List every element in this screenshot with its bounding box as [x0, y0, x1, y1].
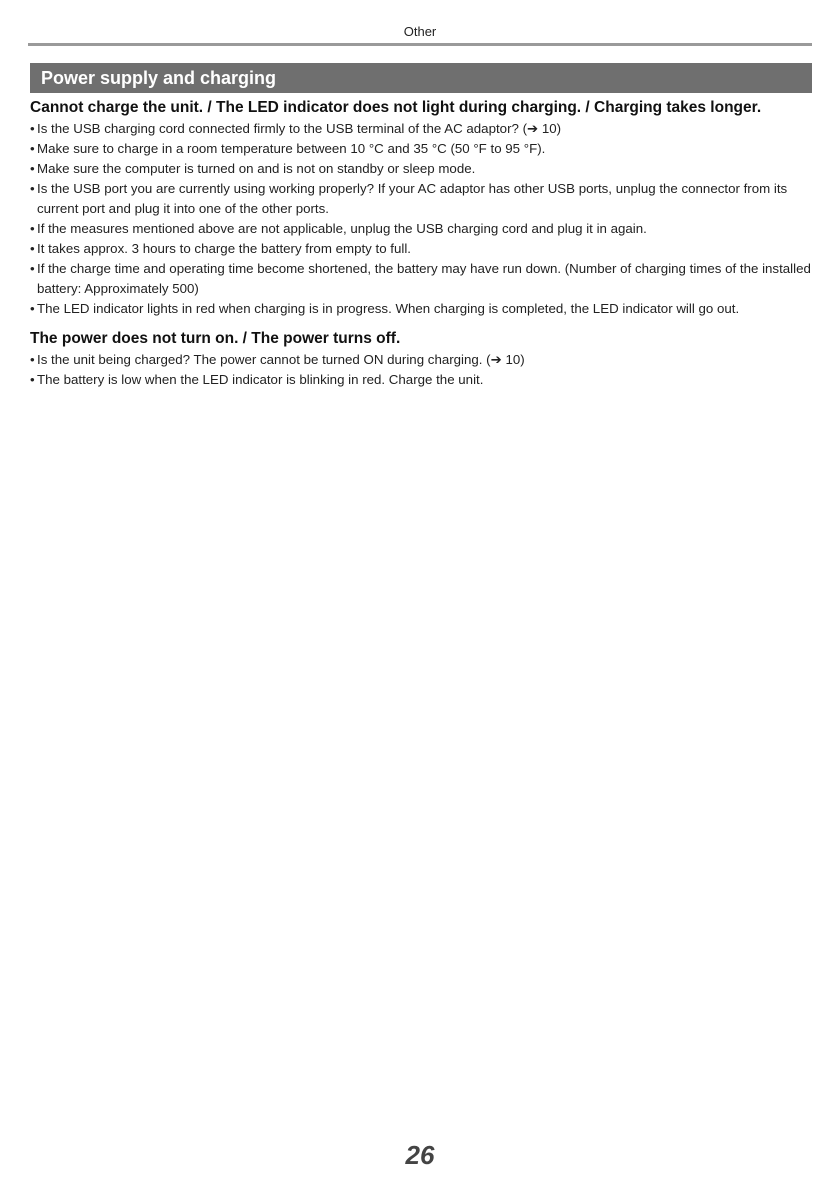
list-item: [30, 159, 812, 179]
bullet-icon: •: [30, 221, 35, 236]
bullet-icon: •: [30, 181, 35, 196]
page-section-label: Other: [403, 24, 437, 39]
bullet-icon: •: [30, 161, 35, 176]
bullet-icon: •: [30, 372, 35, 387]
bullet-icon: •: [30, 241, 35, 256]
list-item: [30, 119, 812, 139]
list-item: [30, 350, 812, 370]
list-item-text: If the measures mentioned above are not applicable, unplug the USB charging cord and plug it in again.: [37, 221, 647, 236]
header-divider: [28, 43, 812, 46]
list-item-text: Make sure to charge in a room temperature between 10 °C and 35 °C (50 °F to 95 °F).: [37, 141, 546, 156]
section-banner: Power supply and charging: [30, 63, 812, 93]
list-item-text: Is the unit being charged? The power cannot be turned ON during charging. (➔ 10): [37, 352, 525, 367]
topic-charging: [30, 98, 812, 319]
bullet-icon: •: [30, 352, 35, 367]
topic-heading: The power does not turn on. / The power turns off.: [30, 330, 401, 347]
list-item-text: Is the USB charging cord connected firmly to the USB terminal of the AC adaptor? (➔ 10): [37, 121, 562, 136]
list-item-text: Is the USB port you are currently using working properly? If your AC adaptor has other USB ports, unplug the connector from its current port and plug it into one of the other ports.: [37, 181, 788, 216]
list-item-text: The LED indicator lights in red when charging is in progress. When charging is completed, the LED indicator will go out.: [37, 301, 740, 316]
bullet-list: [30, 350, 812, 390]
bullet-list: [30, 119, 812, 319]
bullet-icon: •: [30, 141, 35, 156]
list-item-text: Make sure the computer is turned on and is not on standby or sleep mode.: [37, 161, 476, 176]
list-item-text: If the charge time and operating time become shortened, the battery may have run down. (Number of charging times of the installed battery: Approximately 500): [37, 261, 811, 296]
list-item: [30, 259, 812, 299]
bullet-icon: •: [30, 121, 35, 136]
bullet-icon: •: [30, 301, 35, 316]
list-item-text: It takes approx. 3 hours to charge the battery from empty to full.: [37, 241, 411, 256]
page-number: 26: [405, 1140, 435, 1170]
list-item: [30, 219, 812, 239]
bullet-icon: •: [30, 261, 35, 276]
list-item: [30, 139, 812, 159]
list-item: [30, 179, 812, 219]
list-item-text: The battery is low when the LED indicator is blinking in red. Charge the unit.: [37, 372, 484, 387]
list-item: [30, 370, 812, 390]
list-item: [30, 299, 812, 319]
list-item: [30, 239, 812, 259]
page-content: [30, 98, 812, 390]
topic-power: [30, 329, 812, 390]
topic-heading: Cannot charge the unit. / The LED indicator does not light during charging. / Charging takes longer.: [30, 99, 762, 116]
